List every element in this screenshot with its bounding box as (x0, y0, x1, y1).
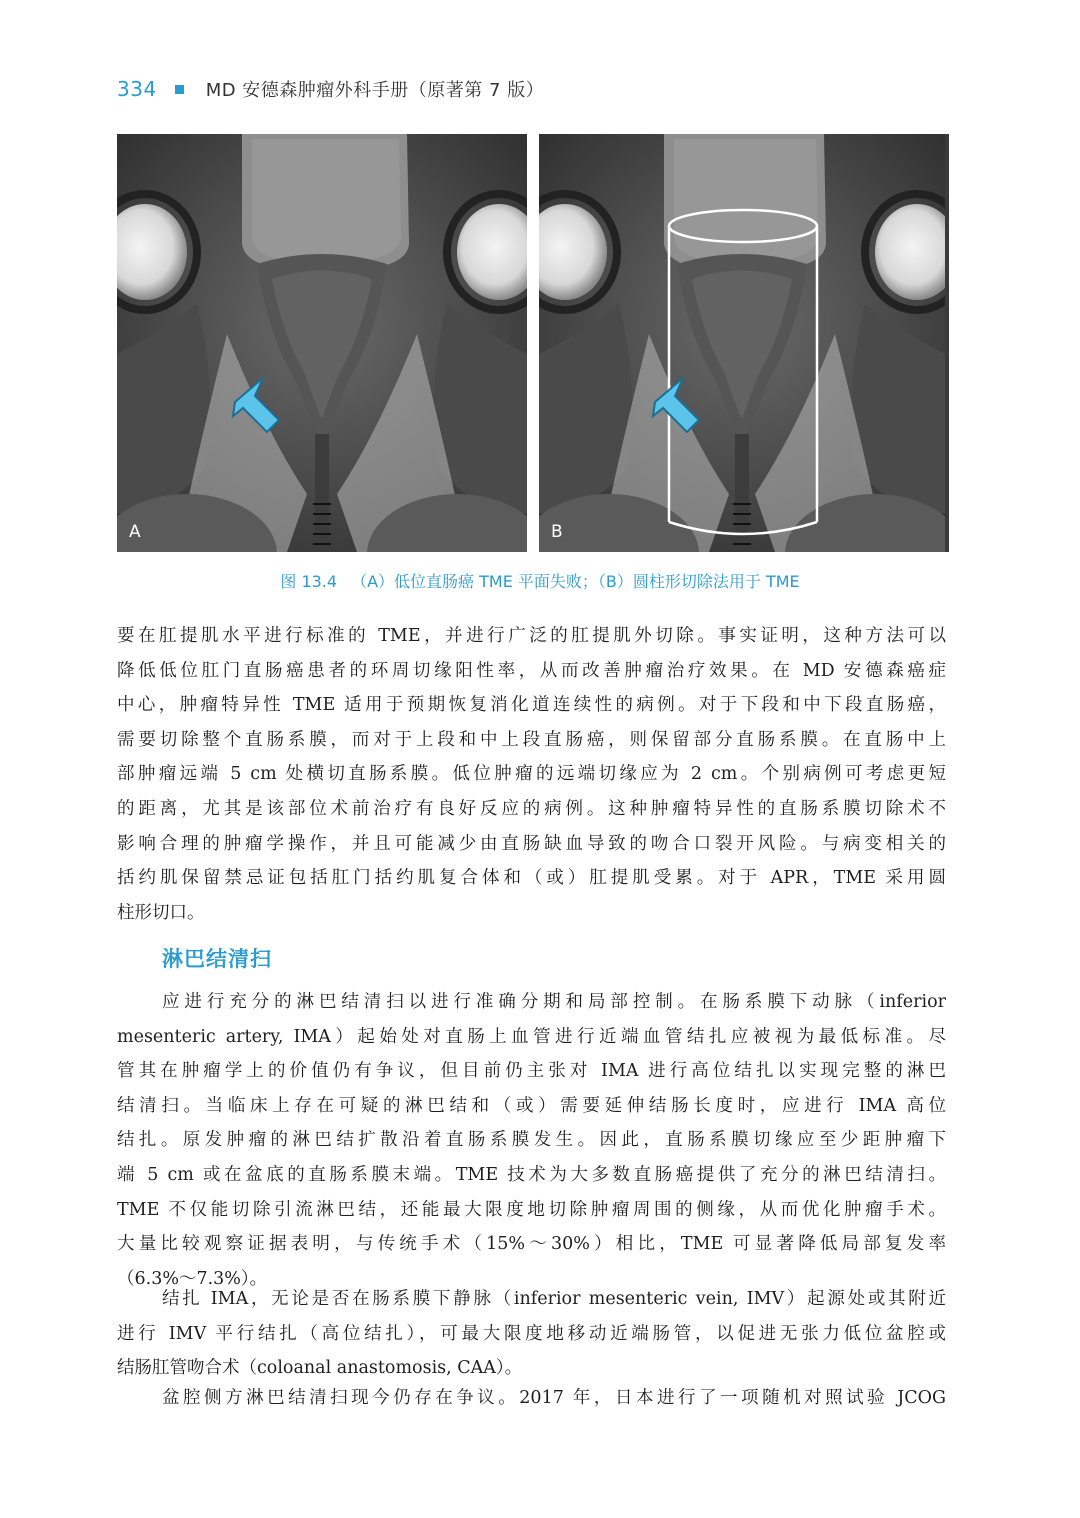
paragraph-line: 结扎。原发肿瘤的淋巴结扩散沿着直肠系膜发生。因此，直肠系膜切缘应至少距肿瘤下 (117, 1130, 946, 1151)
paragraph-line: 结肠肛管吻合术（coloanal anastomosis, CAA）。 (117, 1358, 523, 1379)
paragraph-line: （6.3%～7.3%）。 (117, 1268, 268, 1289)
paragraph-line: 应进行充分的淋巴结清扫以进行准确分期和局部控制。在肠系膜下动脉（inferior (162, 992, 946, 1012)
paragraph-ima-ligation (117, 1282, 946, 1386)
paragraph-line: 柱形切口。 (117, 902, 205, 923)
paragraph-line: 管其在肿瘤学上的价值仍有争议，但目前仍主张对 IMA 进行高位结扎以实现完整的淋巴 (117, 1061, 946, 1082)
paragraph-line: 降低低位肛门直肠癌患者的环周切缘阳性率，从而改善肿瘤治疗效果。在 MD 安德森癌症 (117, 660, 946, 681)
paragraph-line: 的距离，尤其是该部位术前治疗有良好反应的病例。这种肿瘤特异性的直肠系膜切除术不 (117, 798, 946, 819)
mri-scan-a-graphic (117, 134, 527, 552)
paragraph-line: 盆腔侧方淋巴结清扫现今仍存在争议。2017 年，日本进行了一项随机对照试验 JCOG (162, 1388, 946, 1408)
panel-label-b: B (551, 522, 563, 542)
paragraph-lateral-node (117, 1381, 946, 1416)
section-heading: 淋巴结清扫 (162, 947, 272, 971)
paragraph-line: mesenteric artery, IMA）起始处对直肠上血管进行近端血管结扎应被视为最低标准。尽 (117, 1026, 946, 1047)
paragraph-line: 大量比较观察证据表明，与传统手术（15%～30%）相比，TME 可显著降低局部复发率 (117, 1234, 946, 1255)
mri-image-b (539, 134, 949, 552)
figure-caption-label: 图 13.4 (280, 572, 338, 591)
paragraph-line: 括约肌保留禁忌证包括肛门括约肌复合体和（或）肛提肌受累。对于 APR，TME 采用圆 (117, 868, 946, 889)
paragraph-line: 结清扫。当临床上存在可疑的淋巴结和（或）需要延伸结肠长度时，应进行 IMA 高位 (117, 1095, 946, 1116)
page-number: 334 (117, 77, 157, 101)
paragraph-lymph-node (117, 985, 946, 1296)
paragraph-line: 部肿瘤远端 5 cm 处横切直肠系膜。低位肿瘤的远端切缘应为 2 cm。个别病例可考虑更短 (117, 764, 946, 785)
paragraph-line: 进行 IMV 平行结扎（高位结扎），可最大限度地移动近端肠管，以促进无张力低位盆腔或 (117, 1323, 946, 1344)
paragraph-line: 影响合理的肿瘤学操作，并且可能减少由直肠缺血导致的吻合口裂开风险。与病变相关的 (117, 833, 946, 854)
mri-scan-b-graphic (539, 134, 945, 552)
paragraph-line: TME 不仅能切除引流淋巴结，还能最大限度地切除肿瘤周围的侧缘，从而优化肿瘤手术。 (117, 1199, 946, 1220)
page-header (117, 76, 544, 102)
panel-label-a: A (129, 522, 141, 542)
paragraph-line: 结扎 IMA，无论是否在肠系膜下静脉（inferior mesenteric vein, IMV）起源处或其附近 (162, 1289, 946, 1309)
mri-image-a (117, 134, 527, 552)
paragraph-line: 需要切除整个直肠系膜，而对于上段和中上段直肠癌，则保留部分直肠系膜。在直肠中上 (117, 729, 946, 750)
paragraph-tme (117, 619, 946, 930)
header-square-icon (175, 85, 184, 94)
figure-caption-text: （A）低位直肠癌 TME 平面失败；（B）圆柱形切除法用于 TME (351, 572, 800, 591)
book-title: MD 安德森肿瘤外科手册（原著第 7 版） (205, 80, 545, 101)
paragraph-line: 要在肛提肌水平进行标准的 TME，并进行广泛的肛提肌外切除。事实证明，这种方法可以 (117, 626, 946, 646)
figure-caption (0, 569, 1080, 592)
paragraph-line: 中心，肿瘤特异性 TME 适用于预期恢复消化道连续性的病例。对于下段和中下段直肠癌， (117, 695, 946, 716)
paragraph-line: 端 5 cm 或在盆底的直肠系膜末端。TME 技术为大多数直肠癌提供了充分的淋巴结清扫。 (117, 1164, 946, 1185)
